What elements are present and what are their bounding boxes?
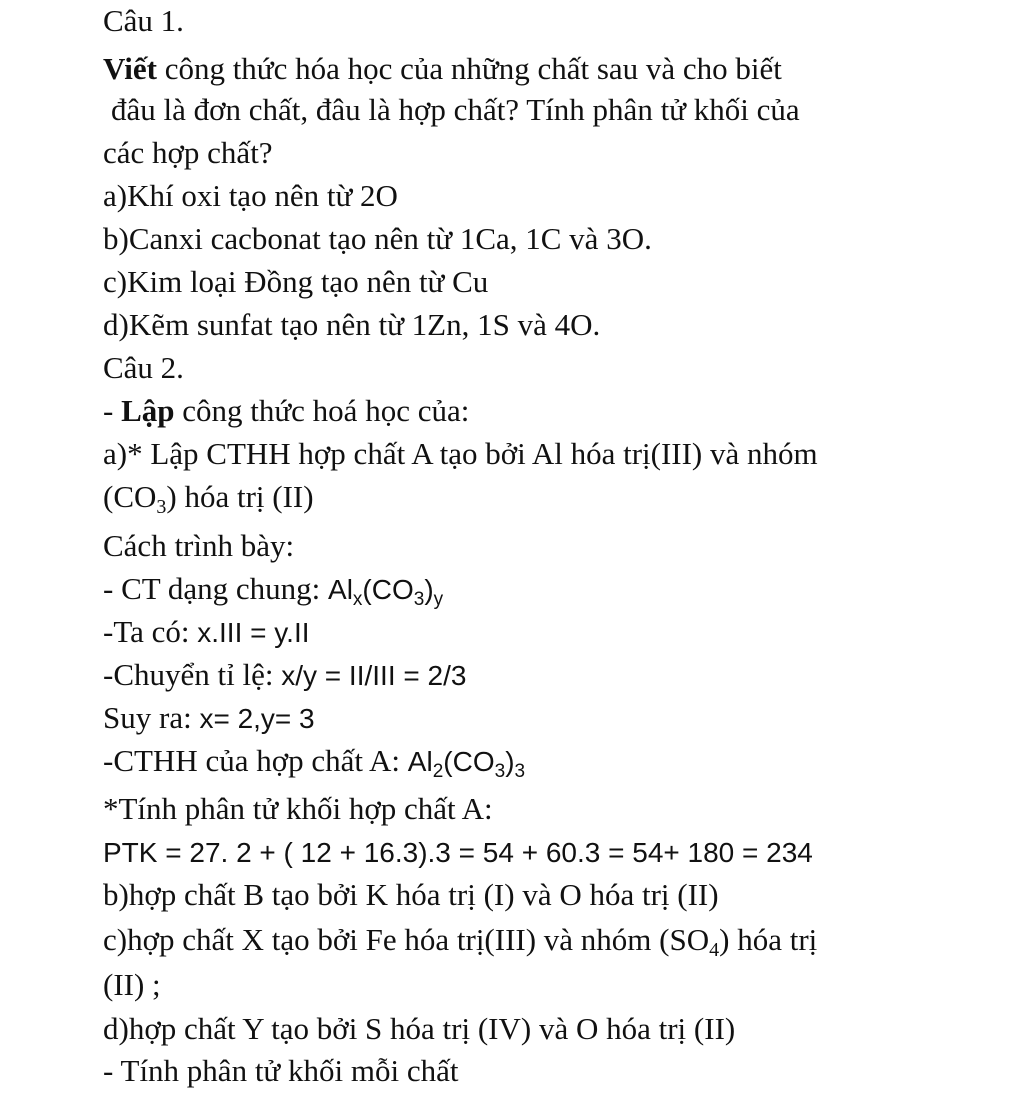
question-2-a-line-1: a)* Lập CTHH hợp chất A tạo bởi Al hóa trị(III) và nhóm [103, 436, 818, 471]
taco-line: -Ta có: x.III = y.II [103, 614, 310, 649]
presentation-label: Cách trình bày: [103, 528, 295, 563]
question-1-heading: Câu 1. [103, 3, 184, 38]
question-2-d-line: d)hợp chất Y tạo bởi S hóa trị (IV) và O hóa trị (II) [103, 1011, 736, 1046]
question-2-b-line: b)hợp chất B tạo bởi K hóa trị (I) và O hóa trị (II) [103, 877, 719, 912]
question-2-heading: Câu 2. [103, 350, 184, 385]
lap-bold-word: Lập [121, 393, 175, 428]
question-1-intro-line-1: Viết công thức hóa học của những chất sau và cho biết [103, 51, 782, 86]
question-1-item-a: a)Khí oxi tạo nên từ 2O [103, 178, 398, 213]
question-1-item-c: c)Kim loại Đồng tạo nên từ Cu [103, 264, 489, 299]
ratio-line: -Chuyển tỉ lệ: x/y = II/III = 2/3 [103, 657, 467, 692]
ptk-formula: PTK = 27. 2 + ( 12 + 16.3).3 = 54 + 60.3 = 54+ 180 = 234 [103, 837, 813, 868]
general-formula-line: - CT dạng chung: $Al_x(CO_3)_y$ [103, 571, 444, 610]
cthh-line: -CTHH của hợp chất A: $Al_2(CO_3)_3$ [103, 743, 526, 782]
ptk-heading: *Tính phân tử khối hợp chất A: [103, 791, 493, 826]
suyra-line: Suy ra: x= 2,y= 3 [103, 700, 315, 735]
question-2-a-line-2: $(CO_3)$ hóa trị (II) [103, 479, 314, 518]
question-1-item-d: d)Kẽm sunfat tạo nên từ 1Zn, 1S và 4O. [103, 307, 601, 342]
question-2-c-line-1: c)hợp chất X tạo bởi Fe hóa trị(III) và nhóm $(SO_4)$ hóa trị [103, 922, 818, 961]
question-1-intro-line-2: đâu là đơn chất, đâu là hợp chất? Tính phân tử khối của [111, 92, 800, 127]
question-1-intro-line-3: các hợp chất? [103, 135, 273, 170]
final-line: - Tính phân tử khối mỗi chất [103, 1053, 459, 1088]
question-2-c-line-2: (II) ; [103, 967, 161, 1002]
intro-bold-word: Viết [103, 51, 157, 86]
question-1-item-b: b)Canxi cacbonat tạo nên từ 1Ca, 1C và 3O. [103, 221, 652, 256]
question-2-lap-line: - Lập công thức hoá học của: [103, 393, 470, 428]
